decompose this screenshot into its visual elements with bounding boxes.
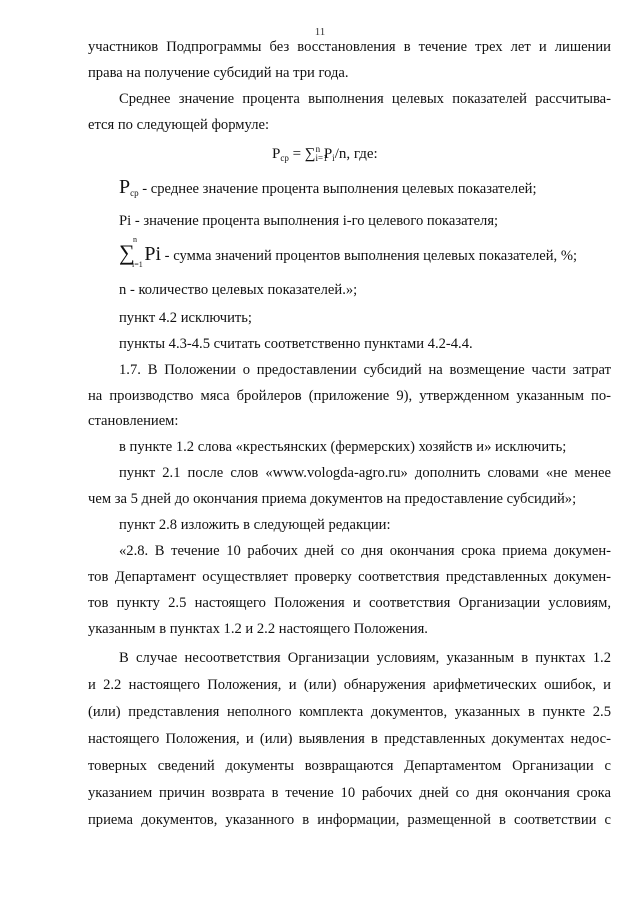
text-line: указанием причин возврата в течение 10 рабочих дней со дня окончания срока xyxy=(88,785,611,801)
text-line: на производство мяса бройлеров (приложение 9), утвержденном указанным по- xyxy=(88,388,611,404)
average-formula: $P_{ср} = \sum_{i=1}^n$ $P_i/n$, где: xyxy=(272,144,378,163)
text-line: «2.8. В течение 10 рабочих дней со дня окончания срока приема докумен- xyxy=(119,543,611,559)
text-line: в пункте 1.2 слова «крестьянских (фермерских) хозяйств и» исключить; xyxy=(119,439,567,455)
text-line: становлением: xyxy=(88,413,179,429)
text-line: указанным в пунктах 1.2 и 2.2 настоящего Положения. xyxy=(88,621,428,637)
text-line: пункт 4.2 исключить; xyxy=(119,310,252,326)
definition-n: n - количество целевых показателей.»; xyxy=(119,282,358,298)
text-line: товерных сведений документы возвращаются Департаментом Организации с xyxy=(88,758,611,774)
text-line: пункт 2.8 изложить в следующей редакции: xyxy=(119,517,391,533)
text-line: В случае несоответствия Организации условиям, указанным в пунктах 1.2 xyxy=(119,650,611,666)
text-line: ется по следующей формуле: xyxy=(88,117,270,133)
text-line: 1.7. В Положении о предоставлении субсидий на возмещение части затрат xyxy=(119,362,611,378)
definition-pcp: $P_{ср}$ - среднее значение процента выполнения целевых показателей; xyxy=(119,176,537,198)
definition-pi: Pi - значение процента выполнения i-го целевого показателя; xyxy=(119,213,499,229)
text-line: приема документов, указанного в информации, размещенной в соответствии с xyxy=(88,812,611,828)
text-line: настоящего Положения, и (или) выявления в представленных документах недос- xyxy=(88,731,611,747)
text-line: пункт 2.1 после слов «www.vologda-agro.ru» дополнить словами «не менее xyxy=(119,465,611,481)
text-line: пункты 4.3-4.5 считать соответственно пунктами 4.2-4.4. xyxy=(119,336,473,352)
sigma-symbol: ∑ n i=1 xyxy=(119,235,143,269)
definition-sum: ∑ n i=1 Pi - сумма значений процентов выполнения целевых показателей, %; xyxy=(119,235,578,269)
text-line: тов пункту 2.5 настоящего Положения и соответствия Организации условиям, xyxy=(88,595,611,611)
text-line: (или) представления неполного комплекта документов, указанных в пункте 2.5 xyxy=(88,704,611,720)
text-line: тов Департамент осуществляет проверку соответствия представленных докумен- xyxy=(88,569,611,585)
text-line: чем за 5 дней до окончания приема документов на предоставление субсидий»; xyxy=(88,491,577,507)
text-line: Среднее значение процента выполнения целевых показателей рассчитыва- xyxy=(119,91,611,107)
text-line: участников Подпрограммы без восстановления в течение трех лет и лишении xyxy=(88,39,611,55)
text-line: права на получение субсидий на три года. xyxy=(88,65,349,81)
page-number: 11 xyxy=(314,26,326,38)
text-line: и 2.2 настоящего Положения, и (или) обнаружения арифметических ошибок, и xyxy=(88,677,611,693)
